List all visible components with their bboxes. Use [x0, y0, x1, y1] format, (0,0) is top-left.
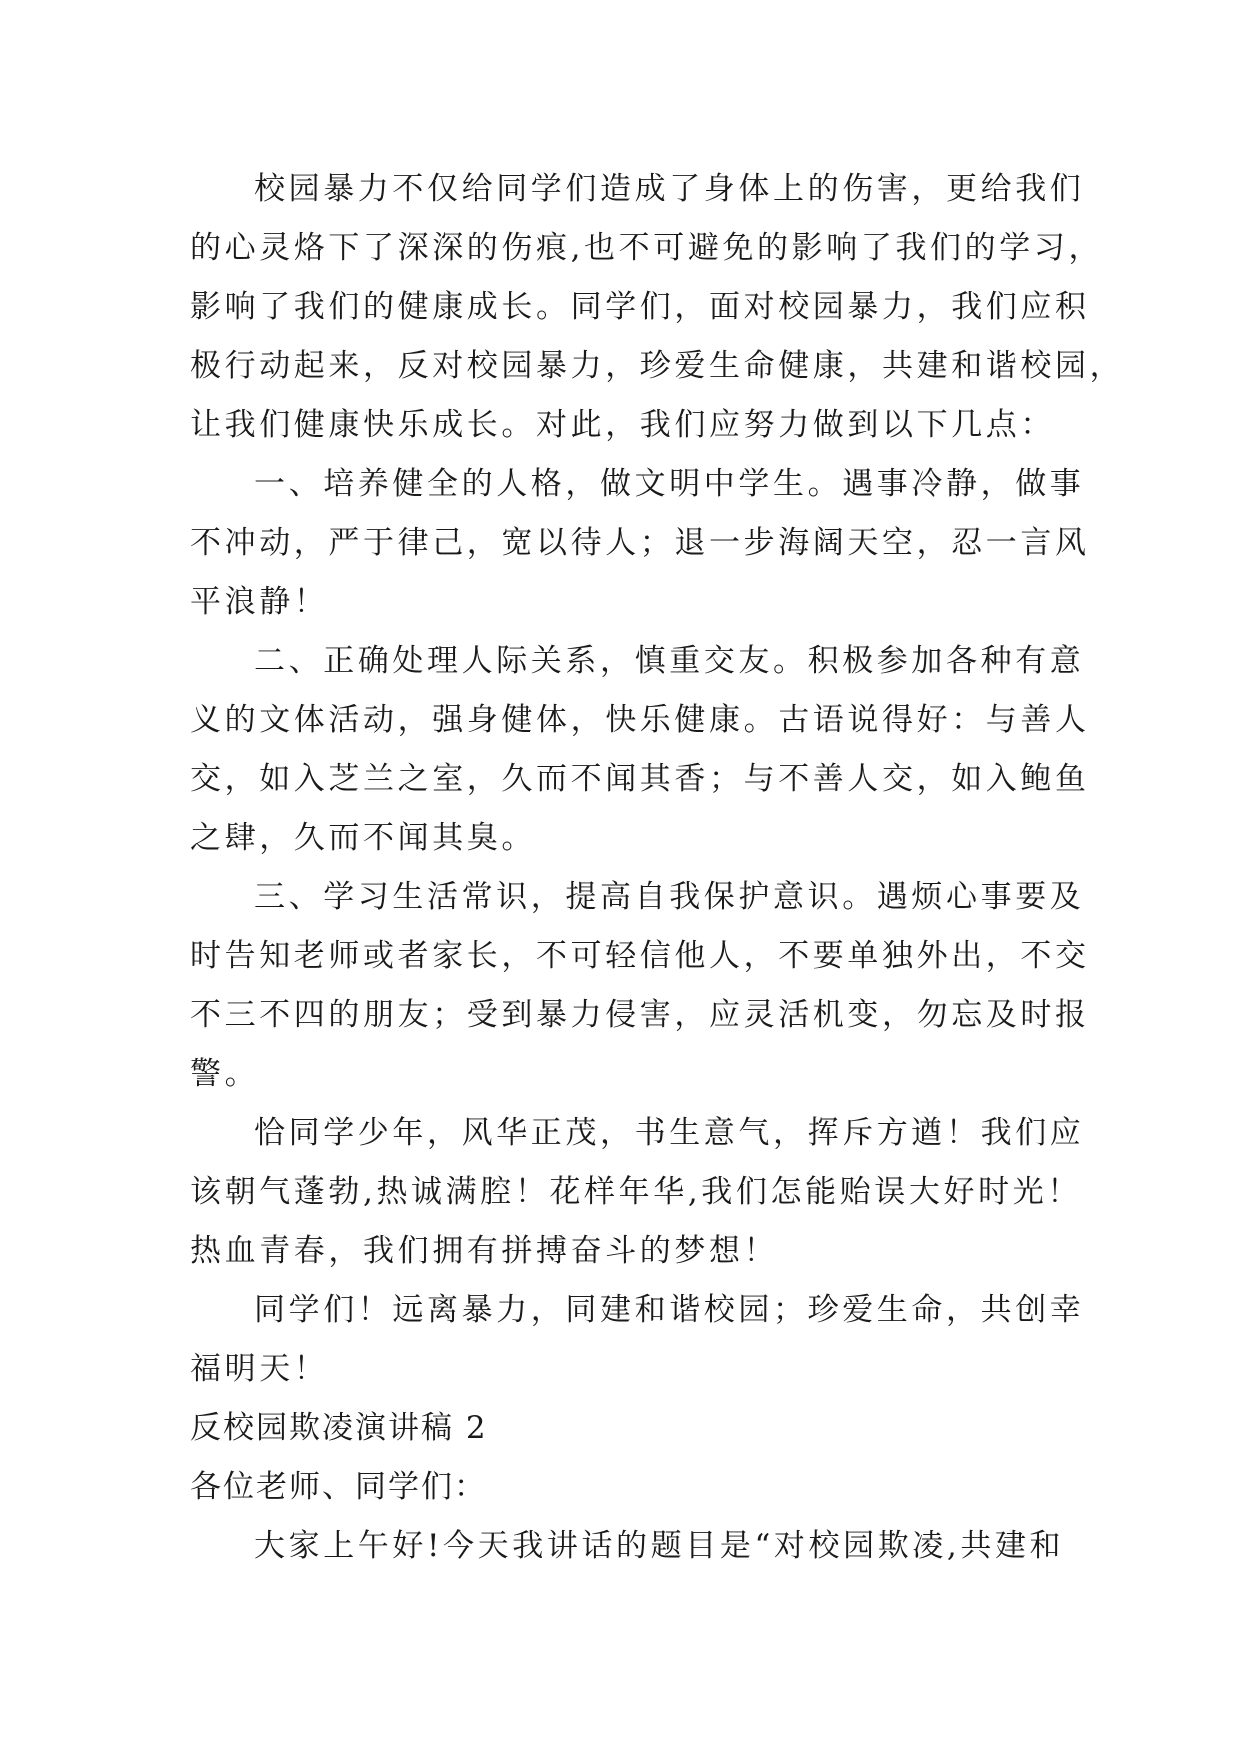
- text-line: 时告知老师或者家长，不可轻信他人，不要单独外出，不交: [190, 938, 1090, 974]
- text-line: 不三不四的朋友；受到暴力侵害，应灵活机变，勿忘及时报: [190, 997, 1090, 1033]
- text-line: 让我们健康快乐成长。对此，我们应努力做到以下几点：: [190, 407, 1055, 443]
- text-line: 极行动起来，反对校园暴力，珍爱生命健康，共建和谐校园，: [190, 348, 1125, 384]
- text-line: 该朝气蓬勃,热诚满腔！花样年华,我们怎能贻误大好时光！: [190, 1174, 1082, 1210]
- text-line: 福明天！: [190, 1351, 329, 1387]
- text-line: 校园暴力不仅给同学们造成了身体上的伤害，更给我们: [254, 171, 1085, 207]
- paragraph-point-2: [190, 632, 1090, 868]
- paragraph-closing: [190, 1281, 1090, 1399]
- text-line: 警。: [190, 1056, 260, 1092]
- text-line: 平浪静！: [190, 584, 329, 620]
- document-body: [190, 160, 1125, 1576]
- text-line: 热血青春，我们拥有拼搏奋斗的梦想！: [190, 1233, 779, 1269]
- text-line: 二、正确处理人际关系，慎重交友。积极参加各种有意: [254, 643, 1085, 679]
- speech-2-opening: 大家上午好!今天我讲话的题目是“对校园欺凌,共建和: [254, 1528, 1065, 1564]
- speech-2-greeting: 各位老师、同学们：: [190, 1469, 487, 1505]
- text-line: 不冲动，严于律己，宽以待人；退一步海阔天空，忍一言风: [190, 525, 1090, 561]
- text-line: 之肆，久而不闻其臭。: [190, 820, 536, 856]
- text-line: 义的文体活动，强身健体，快乐健康。古语说得好：与善人: [190, 702, 1090, 738]
- paragraph-intro: [190, 160, 1125, 455]
- text-line: 恰同学少年，风华正茂，书生意气，挥斥方遒！我们应: [254, 1115, 1085, 1151]
- text-line: 三、学习生活常识，提高自我保护意识。遇烦心事要及: [254, 879, 1085, 915]
- text-line: 影响了我们的健康成长。同学们，面对校园暴力，我们应积: [190, 289, 1090, 325]
- text-line: 一、培养健全的人格，做文明中学生。遇事冷静，做事: [254, 466, 1085, 502]
- text-line: 同学们！远离暴力，同建和谐校园；珍爱生命，共创幸: [254, 1292, 1085, 1328]
- paragraph-point-3: [190, 868, 1090, 1104]
- paragraph-youth: [190, 1104, 1090, 1281]
- speech-2-title: 反校园欺凌演讲稿 2: [190, 1410, 488, 1446]
- text-line: 交，如入芝兰之室，久而不闻其香；与不善人交，如入鲍鱼: [190, 761, 1090, 797]
- text-line: 的心灵烙下了深深的伤痕,也不可避免的影响了我们的学习，: [190, 230, 1104, 266]
- paragraph-point-1: [190, 455, 1090, 632]
